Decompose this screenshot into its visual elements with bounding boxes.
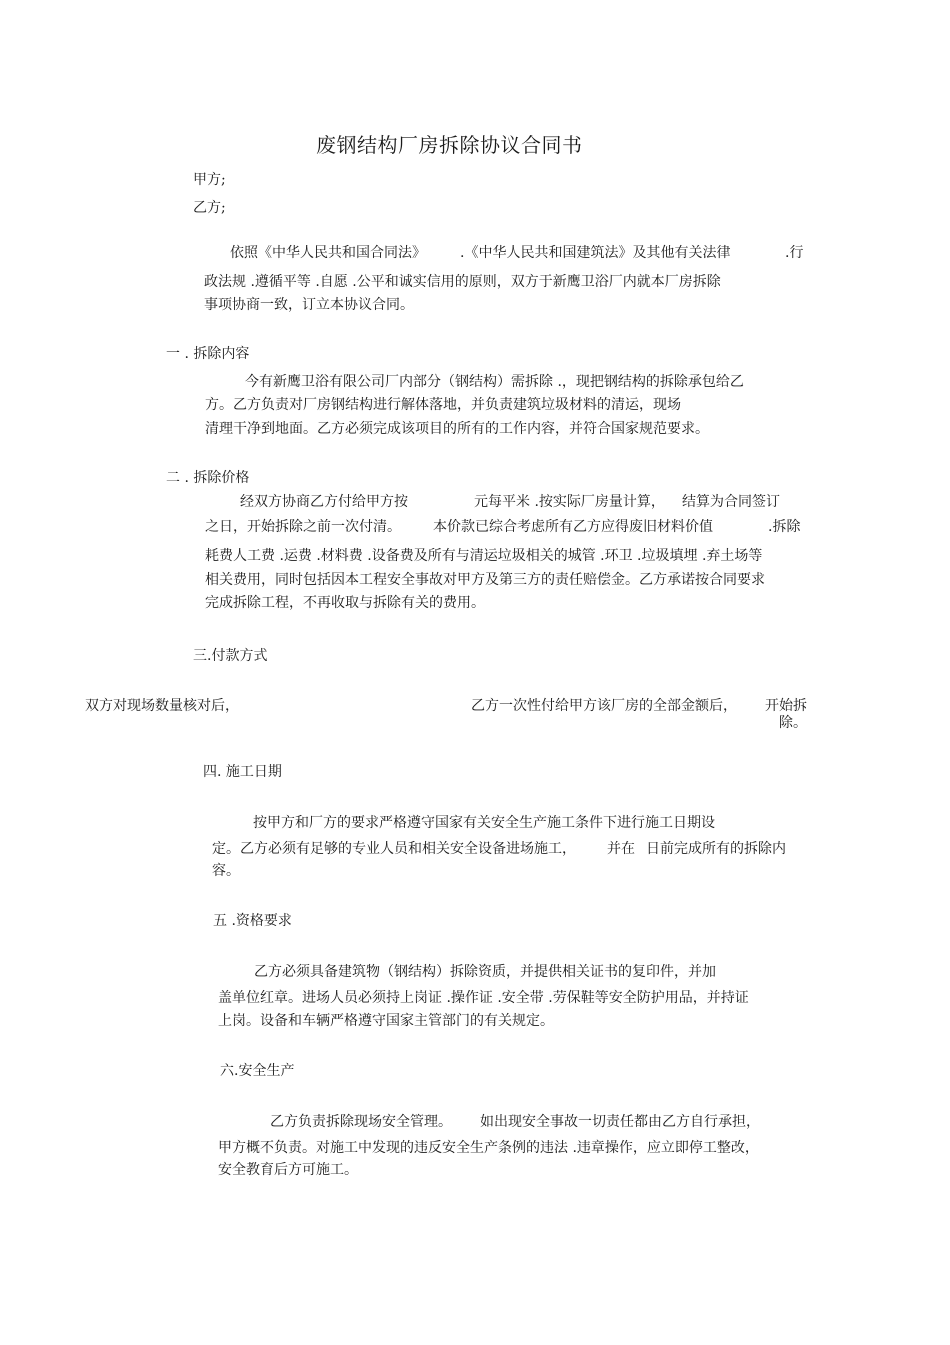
section-2-line-1c: 结算为合同签订 xyxy=(682,494,780,510)
section-6-heading: 六.安全生产 xyxy=(220,1063,295,1079)
section-4-line-2b: 并在 xyxy=(607,841,635,857)
section-3-right-text-1: 开始拆 xyxy=(765,698,807,714)
intro-line-3: 事项协商一致，订立本协议合同。 xyxy=(204,297,414,313)
section-3-left-text: 双方对现场数量核对后， xyxy=(85,698,239,714)
section-5-heading: 五 .资格要求 xyxy=(213,913,292,929)
section-3-right-text-2: 除。 xyxy=(779,715,807,731)
section-4-line-2a: 定。乙方必须有足够的专业人员和相关安全设备进场施工， xyxy=(212,841,576,857)
section-1-line-2: 方。乙方负责对厂房钢结构进行解体落地，并负责建筑垃圾材料的清运，现场 xyxy=(205,397,681,413)
section-4-line-2c: 日前完成所有的拆除内 xyxy=(646,841,786,857)
section-2-line-5: 完成拆除工程，不再收取与拆除有关的费用。 xyxy=(205,595,485,611)
intro-line-1b: .《中华人民共和国建筑法》及其他有关法律 xyxy=(460,245,731,261)
section-3-middle-text: 乙方一次性付给甲方该厂房的全部金额后， xyxy=(471,698,737,714)
document-title: 废钢结构厂房拆除协议合同书 xyxy=(316,133,583,157)
section-6-line-1b: 如出现安全事故一切责任都由乙方自行承担， xyxy=(480,1114,760,1130)
section-5-line-2: 盖单位红章。进场人员必须持上岗证 .操作证 .安全带 .劳保鞋等安全防护用品，并持证 xyxy=(218,990,749,1006)
section-6-line-1a: 乙方负责拆除现场安全管理。 xyxy=(270,1114,452,1130)
section-2-line-2b: 本价款已综合考虑所有乙方应得废旧材料价值 xyxy=(433,519,713,535)
section-1-heading: 一 . 拆除内容 xyxy=(166,346,250,362)
section-4-heading: 四. 施工日期 xyxy=(203,764,282,780)
party-a-label: 甲方; xyxy=(193,172,226,188)
section-6-line-3: 安全教育后方可施工。 xyxy=(218,1162,358,1178)
section-4-line-3: 容。 xyxy=(212,863,240,879)
intro-line-2: 政法规 .遵循平等 .自愿 .公平和诚实信用的原则，双方于新鹰卫浴厂内就本厂房拆除 xyxy=(204,274,721,290)
intro-line-1c: .行 xyxy=(785,245,804,261)
party-b-label: 乙方; xyxy=(193,200,226,216)
section-5-line-3: 上岗。设备和车辆严格遵守国家主管部门的有关规定。 xyxy=(218,1013,554,1029)
section-5-line-1: 乙方必须具备建筑物（钢结构）拆除资质，并提供相关证书的复印件，并加 xyxy=(254,964,716,980)
section-3-heading: 三.付款方式 xyxy=(193,648,268,664)
section-1-line-1: 今有新鹰卫浴有限公司厂内部分（钢结构）需拆除 .，现把钢结构的拆除承包给乙 xyxy=(245,374,744,390)
section-2-line-2c: .拆除 xyxy=(768,519,801,535)
section-2-line-2a: 之日，开始拆除之前一次付清。 xyxy=(205,519,401,535)
section-2-line-3: 耗费人工费 .运费 .材料费 .设备费及所有与清运垃圾相关的城管 .环卫 .垃圾填埋 .弃土场等 xyxy=(205,548,763,564)
section-6-line-2: 甲方概不负责。对施工中发现的违反安全生产条例的违法 .违章操作，应立即停工整改， xyxy=(218,1140,759,1156)
section-1-line-3: 清理干净到地面。乙方必须完成该项目的所有的工作内容，并符合国家规范要求。 xyxy=(205,421,709,437)
intro-line-1a: 依照《中华人民共和国合同法》 xyxy=(230,245,426,261)
section-2-line-4: 相关费用，同时包括因本工程安全事故对甲方及第三方的责任赔偿金。乙方承诺按合同要求 xyxy=(205,572,765,588)
section-2-line-1a: 经双方协商乙方付给甲方按 xyxy=(240,494,408,510)
section-2-heading: 二 . 拆除价格 xyxy=(166,470,250,486)
section-2-line-1b: 元每平米 .按实际厂房量计算， xyxy=(474,494,665,510)
section-4-line-1: 按甲方和厂方的要求严格遵守国家有关安全生产施工条件下进行施工日期设 xyxy=(253,815,715,831)
